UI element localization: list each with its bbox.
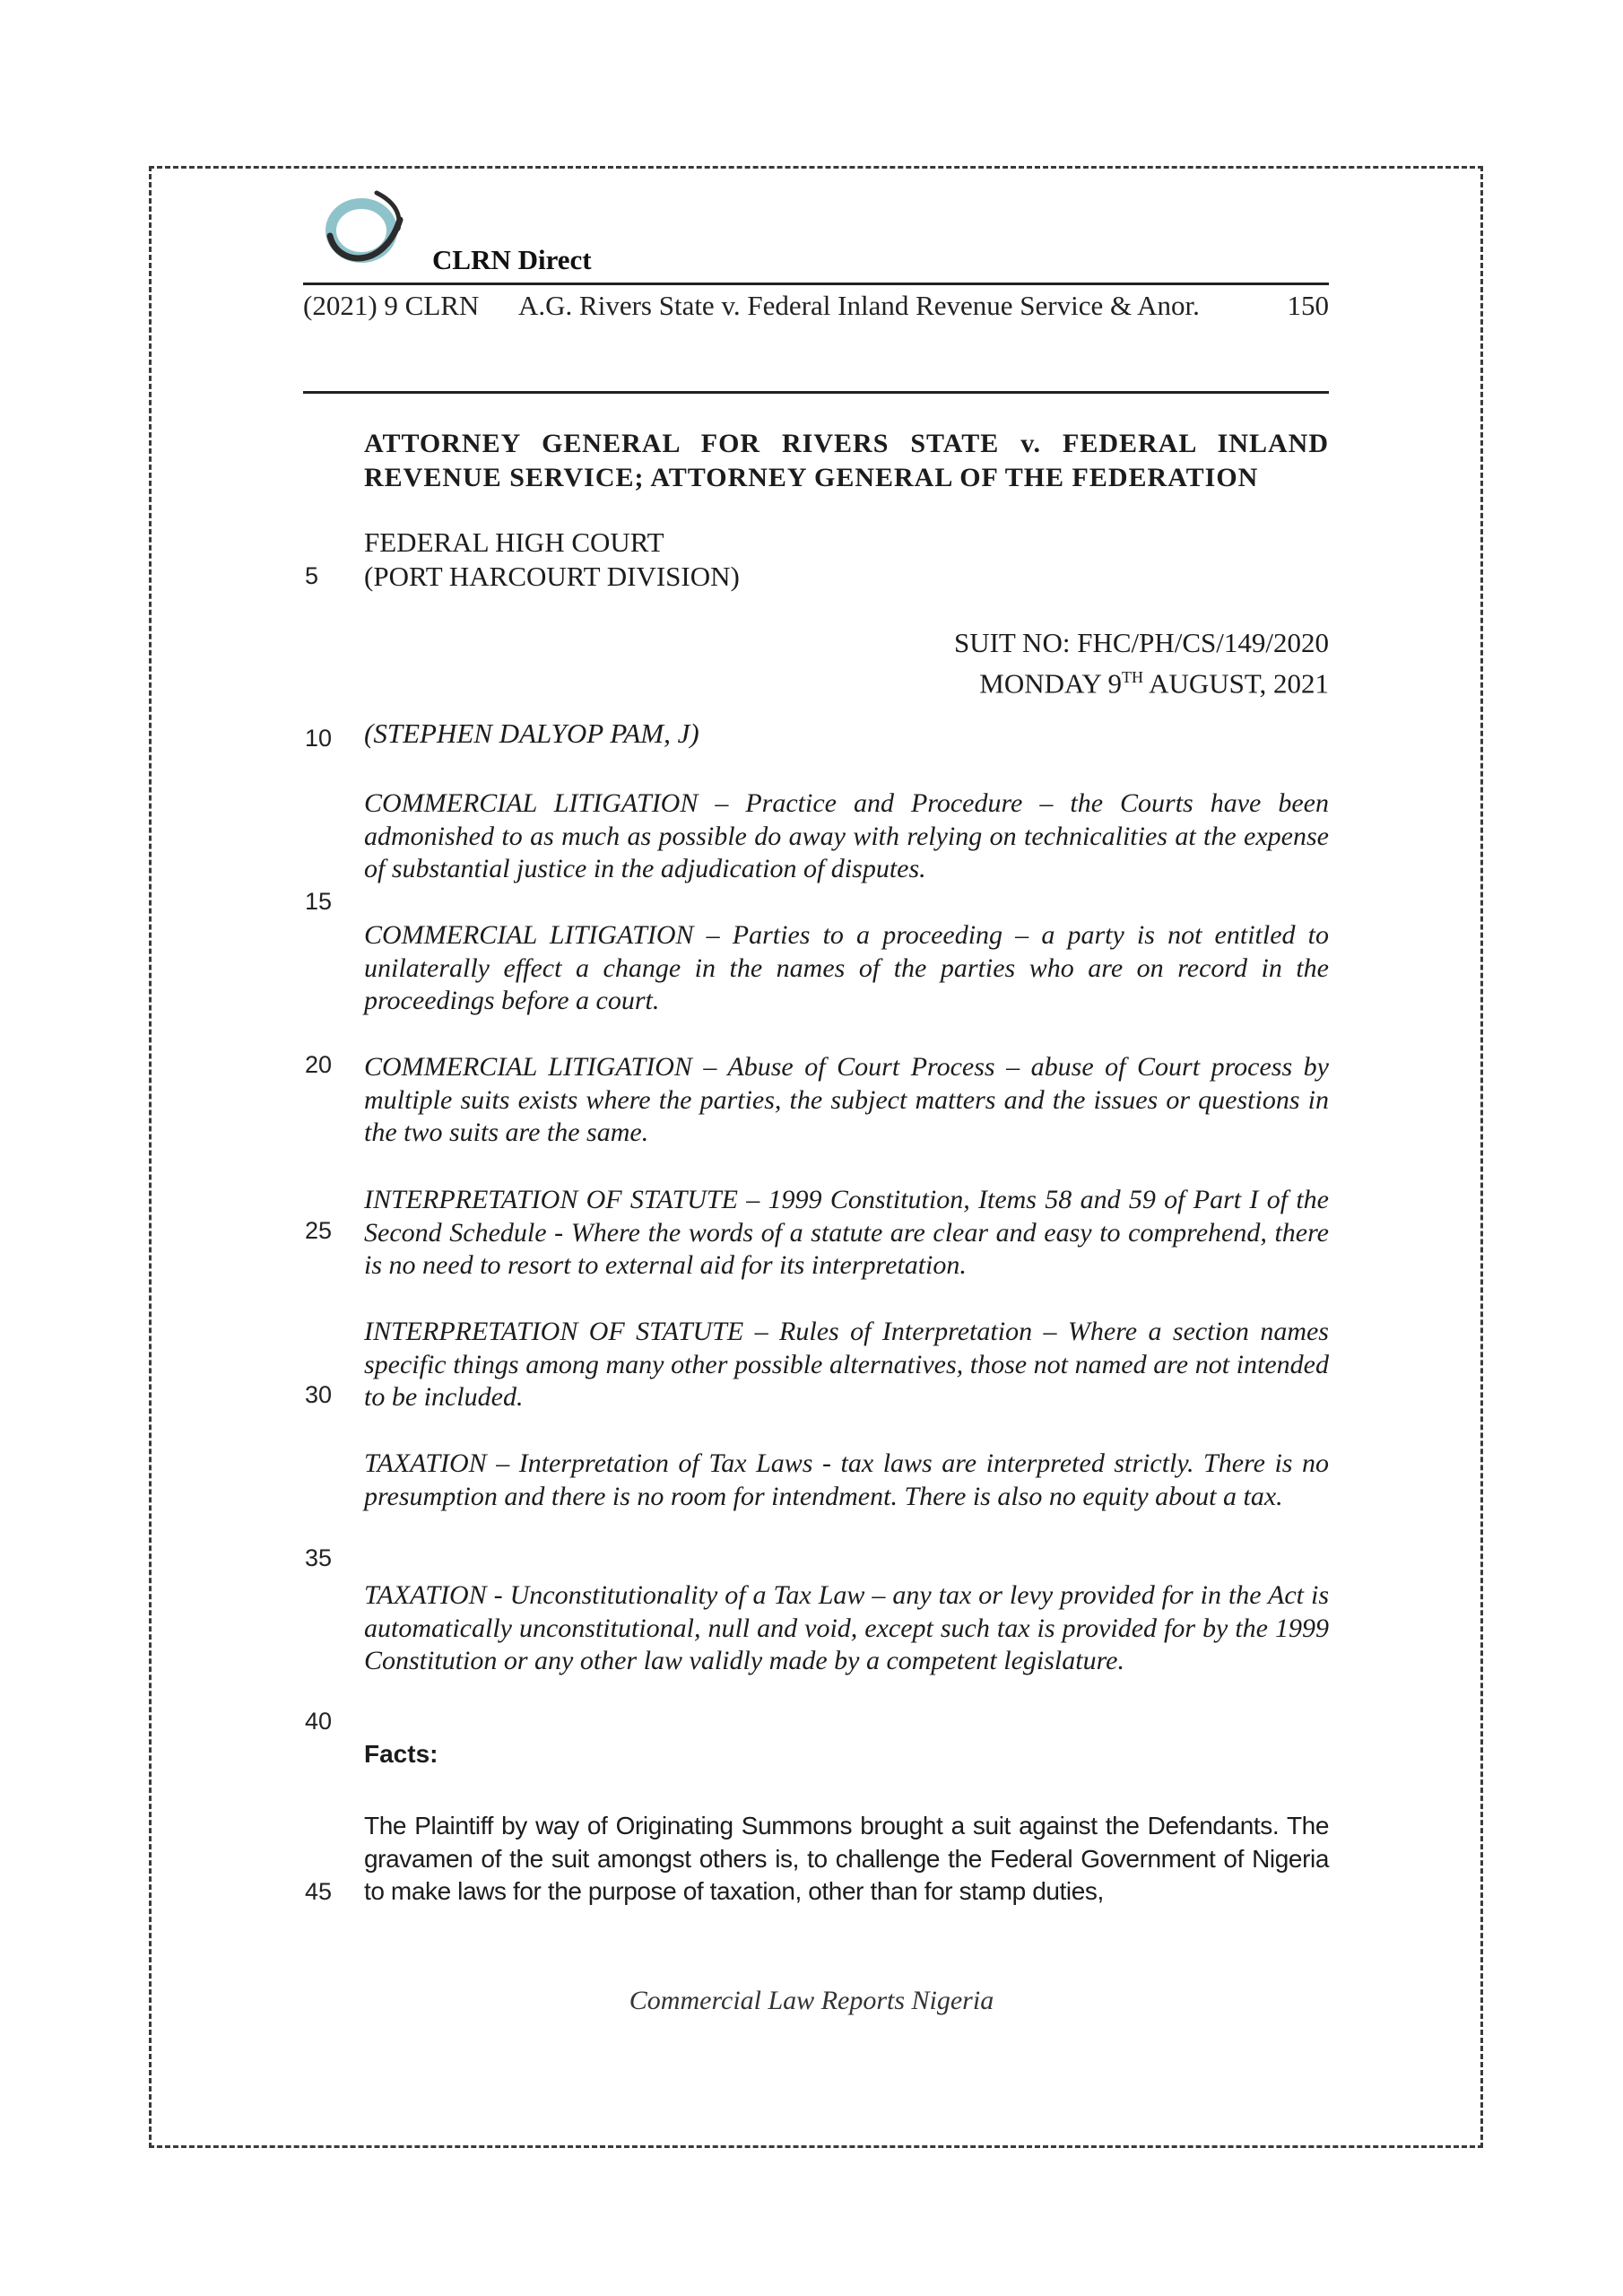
line-number: 30 [305,1381,333,1408]
line-number: 45 [305,1878,333,1905]
headnote-1: COMMERCIAL LITIGATION – Practice and Procedure – the Courts have been admonished to as much as possible do away with relying on technicalities at the expense of substantial justice in the adjudication of disputes. [364,788,1329,883]
line-number: 25 [305,1217,333,1244]
page-footer: Commercial Law Reports Nigeria [629,1986,994,2015]
facts-heading: Facts: [364,1740,438,1768]
headnote-3: COMMERCIAL LITIGATION – Abuse of Court Process – abuse of Court process by multiple suits exists where the parties, the subject matters and the issues or questions in the two suits are the same. [364,1052,1329,1147]
divider-rule [303,391,1329,394]
line-number: 40 [305,1708,333,1735]
citation: (2021) 9 CLRN [303,290,480,321]
line-number: 5 [305,562,319,589]
case-title-line-2: REVENUE SERVICE; ATTORNEY GENERAL OF THE FEDERATION [364,463,1259,492]
headnote-6: TAXATION – Interpretation of Tax Laws - tax laws are interpreted strictly. There is no presumption and there is no room for intendment. There is also no equity about a tax. [364,1448,1329,1511]
headnote-5: INTERPRETATION OF STATUTE – Rules of Interpretation – Where a section names specific things among many other possible alternatives, those not named are not intended to be included. [364,1317,1329,1412]
date-month-year: AUGUST, 2021 [1143,667,1329,700]
header-rule [303,283,1329,285]
line-number: 15 [305,888,333,915]
line-number: 10 [305,725,333,752]
judge-name: (STEPHEN DALYOP PAM, J) [364,718,699,749]
court-division: (PORT HARCOURT DIVISION) [364,561,740,592]
suit-number: SUIT NO: FHC/PH/CS/149/2020 [953,627,1329,658]
headnote-4: INTERPRETATION OF STATUTE – 1999 Constitution, Items 58 and 59 of Part I of the Second Schedule - Where the words of a statute are clear and easy to comprehend, there is no need to resort to external aid for its interpretation. [364,1185,1329,1280]
court-name: FEDERAL HIGH COURT [364,526,664,558]
page-number: 150 [1287,290,1329,321]
brand-name: CLRN Direct [432,244,592,275]
date-suffix: TH [1122,668,1144,686]
judgment-date [979,660,1329,700]
facts-text: The Plaintiff by way of Originating Summons brought a suit against the Defendants. The gravamen of the suit amongst others is, to challenge the Federal Government of Nigeria to make laws for the purpose of taxation, other than for stamp duties, [364,1812,1329,1905]
line-number: 35 [305,1544,333,1571]
clrn-logo-icon [312,184,411,283]
line-number: 20 [305,1051,333,1078]
headnote-2: COMMERCIAL LITIGATION – Parties to a proceeding – a party is not entitled to unilaterally effect a change in the names of the parties who are on record in the proceedings before a court. [364,920,1329,1015]
headnote-7: TAXATION - Unconstitutionality of a Tax Law – any tax or levy provided for in the Act is automatically unconstitutional, null and void, except such tax is provided for by the 1999 Constitution or any other law validly made by a competent legislature. [364,1580,1329,1675]
case-title-line-1: ATTORNEY GENERAL FOR RIVERS STATE v. FEDERAL INLAND [364,429,1329,458]
case-short-title: A.G. Rivers State v. Federal Inland Revenue Service & Anor. [518,290,1200,321]
date-day: MONDAY 9 [979,667,1123,700]
case-title [364,427,1329,495]
